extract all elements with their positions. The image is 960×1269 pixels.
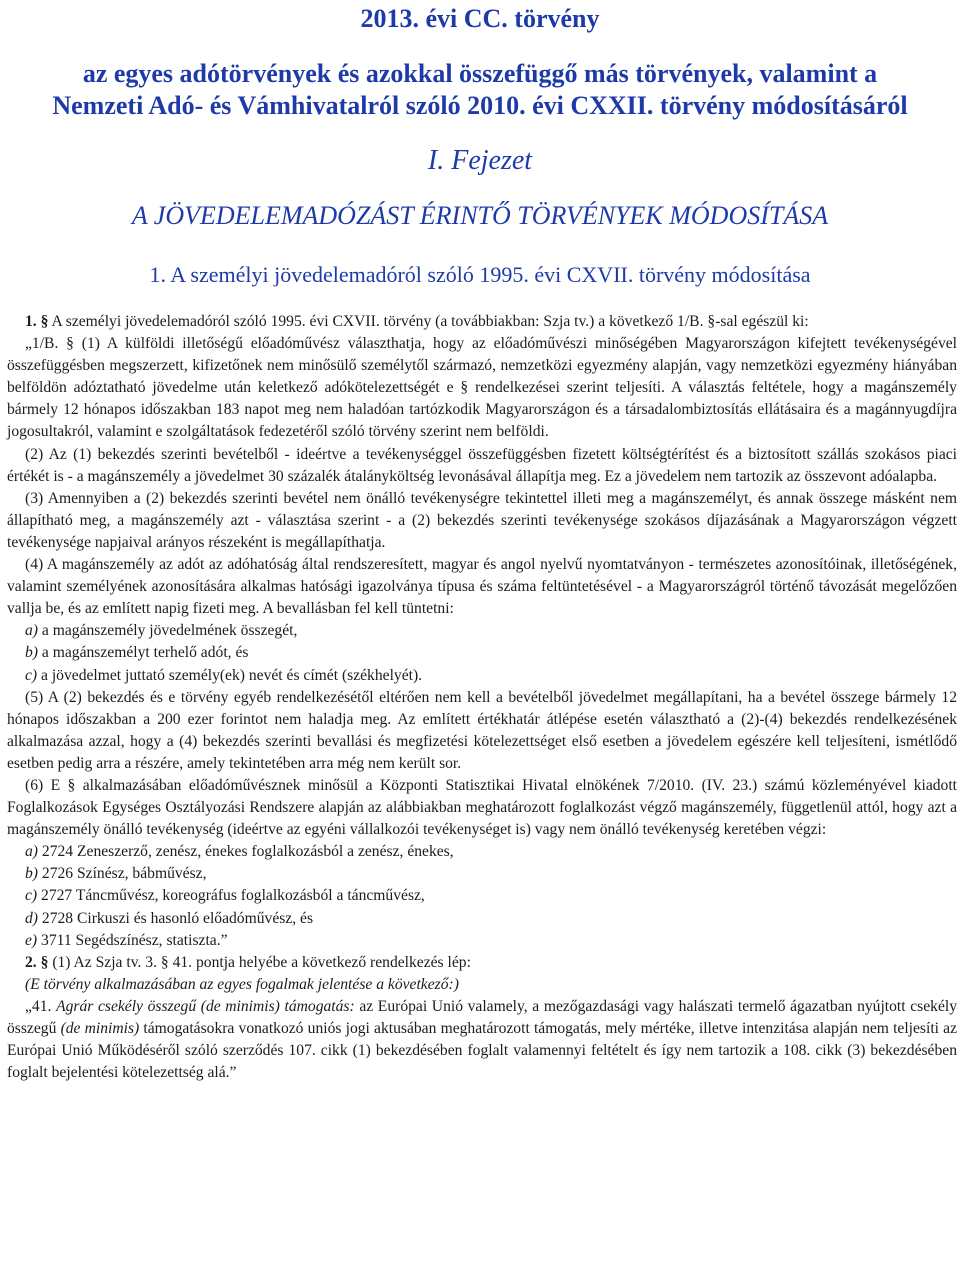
paragraph-note [7, 974, 957, 996]
item-label: a) [25, 843, 38, 861]
item-text: 2728 Cirkuszi és hasonló előadóművész, és [41, 909, 314, 927]
list-item [7, 863, 957, 885]
list-item [7, 841, 957, 863]
item-text: 2727 Táncművész, koreográfus foglalkozásból a táncművész, [41, 887, 425, 905]
subsection-text: alkalmazásában előadóművésznek minősül a Központi Statisztikai Hivatal elnökének 7/2010. (IV. 23.) számú közleményével kiadott Foglalkozások Egységes Osztályozási Rendszere alapján az alábbiakban meghatározott foglalkozást végző magánszemély, függetlenül attól, hogy azt a magánszemély önálló tevékenység (ideértve az egyéni vállalkozói tevékenységet is) vagy nem önálló tevékenység keretében végzi: [7, 776, 958, 839]
list-item [7, 642, 957, 664]
section-symbol: § [40, 953, 49, 971]
item-text: a magánszemély jövedelmének összegét, [41, 622, 298, 640]
point-text: támogatásokra vonatkozó uniós jogi aktusában meghatározott támogatás, mely mértéke, illetve intenzitása alapján nem teljesíti az Európai Unió Működéséről szóló szerződés 107. cikk (1) bekezdésében foglalt valamennyi feltételt és így nem tartozik a 108. cikk (3) bekezdésében foglalt bejelentési kötelezettség alá.” [7, 1020, 958, 1082]
paragraph-text: A személyi jövedelemadóról szóló 1995. évi CXVII. törvény (a továbbiakban: Szja tv.) a következő 1/B. [51, 313, 704, 330]
section-symbol: § [66, 335, 74, 353]
paragraph-2 [7, 952, 957, 974]
subsection-5: (5) A (2) bekezdés és e törvény egyéb rendelkezésétől eltérően nem kell a bevételből jövedelmet megállapítani, ha a bevétel összege bármely 12 hónapos időszakban a 200 ezer forintot nem haladja meg. Az említett értékhatár átlépése esetén választható a (2)-(4) bekezdés rendelkezésének alkalmazása azzal, hogy a (4) bekezdés szerinti bevallási és megfizetési kötelezettséget első esetben a jövedelem egészére kell teljesíteni, ismétlődő esetben pedig arra a részére, amely tekintetében arra még nem került sor. [7, 688, 957, 772]
section-symbol: § [40, 313, 49, 330]
list-item [7, 885, 957, 907]
section-symbol: § [460, 379, 469, 397]
list-item [7, 620, 957, 642]
point-text: az Európai Unió valamely, a mezőgazdasági vagy halászati termelő ágazatban nyújtott csekély összegű [7, 997, 957, 1037]
item-label: d) [25, 909, 38, 927]
list-item [7, 665, 957, 687]
chapter-heading: I. Fejezet [427, 145, 533, 176]
item-label: b) [25, 644, 38, 662]
subsection-1 [7, 333, 957, 443]
section-symbol: § [67, 776, 76, 794]
paragraph-number: 2. [25, 953, 37, 971]
section-symbol: § [707, 313, 716, 330]
item-label: c) [25, 666, 38, 684]
paragraph-text: -sal egészül ki: [715, 313, 809, 330]
item-label: a) [25, 622, 38, 640]
item-text: 2726 Színész, bábművész, [41, 865, 207, 883]
defined-term: (de minimis) [60, 1020, 140, 1037]
law-body [7, 311, 957, 1084]
chapter-title: A JÖVEDELEMADÓZÁST ÉRINTŐ TÖRVÉNYEK MÓDOSÍTÁSA [131, 201, 829, 230]
paragraph-number: 1. [25, 313, 37, 330]
point-lead: „41. [25, 997, 52, 1015]
paragraph-1 [7, 311, 957, 333]
item-label: c) [25, 887, 38, 905]
defined-term: Agrár csekély összegű (de minimis) támogatás: [56, 997, 355, 1015]
paragraph-text: (1) Az Szja tv. 3. [52, 953, 157, 971]
paragraph-text: 41. pontja helyébe a következő rendelkezés lép: [172, 953, 471, 971]
subsection-text: rendelkezései szerint teljesíti. A választás feltétele, hogy a magánszemély bármely 12 hónapos időszakban 183 napot meg nem haladóan tartózkodik Magyarországon és a társadalombiztosítás ellátásaira és a magánnyugdíjra jogosultakról, valamint e szolgáltatások fedezetéről szóló törvény szerint nem belföldi. [7, 379, 957, 441]
subsection-2: (2) Az (1) bekezdés szerinti bevételből - ideértve a tevékenységgel összefüggésben fizetett költségtérítést és a biztosított szállás szokásos piaci értékét is - a magánszemély a jövedelmet 30 százalék átalányköltség levonásával állapítja meg. Ez a jövedelem nem tartozik az összevont adóalapba. [7, 445, 957, 485]
item-label: b) [25, 865, 38, 883]
point-41 [7, 996, 957, 1084]
subsection-3: (3) Amennyiben a (2) bekezdés szerinti bevétel nem önálló tevékenységre tekintettel illeti meg a magánszemélyt, és annak összege másként nem állapítható meg, a magánszemély azt - választása szerint - a (2) bekezdés szerinti tevékenysége szokásos díjazásának a Magyarországon végzett tevékenysége napjaival arányos részeként is megállapíthatja. [7, 489, 957, 551]
note-text: (E törvény alkalmazásában az egyes fogalmak jelentése a következő:) [25, 975, 459, 993]
list-item [7, 930, 957, 952]
item-text: 3711 Segédszínész, statiszta.” [41, 931, 228, 949]
section-symbol: § [160, 953, 169, 971]
document-subtitle: az egyes adótörvények és azokkal összefüggő más törvények, valamint a Nemzeti Adó- és Vámhivatalról szóló 2010. évi CXXII. törvény módosításáról [52, 59, 908, 120]
section-lead: „1/B. [25, 335, 59, 353]
item-text: a jövedelmet juttató személy(ek) nevét és címét (székhelyét). [41, 666, 423, 684]
subsection-6 [7, 775, 957, 841]
section-title: 1. A személyi jövedelemadóról szóló 1995. évi CXVII. törvény módosítása [149, 262, 811, 287]
item-label: e) [25, 931, 38, 949]
list-item [7, 908, 957, 930]
subsection-4: (4) A magánszemély az adót az adóhatóság által rendszeresített, magyar és angol nyelvű nyomtatványon - természetes azonosítóinak, illetőségének, valamint személyének azonosítására alkalmas hatósági igazolványa típusa és száma feltüntetésével - a Magyarországról történő távozását megelőzően vallja be, és az említett napig fizeti meg. A bevallásban fel kell tüntetni: [7, 556, 957, 618]
document-title: 2013. évi CC. törvény [360, 4, 600, 33]
subsection-lead: (6) E [25, 776, 61, 794]
subsection-text: (1) A külföldi illetőségű előadóművész választhatja, hogy az előadóművészi minőségében Magyarországon kifejtett tevékenységével összefüggésben megszerzett, kifizetőnek nem minősülő személytől származó, nemzetközi egyezmény alapján, vagy nemzetközi egyezmény hiányában belföldön adóztatható jövedelme után keletkező adókötelezettségét e [7, 335, 958, 397]
item-text: 2724 Zeneszerző, zenész, énekes foglalkozásból a zenész, énekes, [41, 843, 454, 861]
item-text: a magánszemélyt terhelő adót, és [41, 644, 249, 662]
